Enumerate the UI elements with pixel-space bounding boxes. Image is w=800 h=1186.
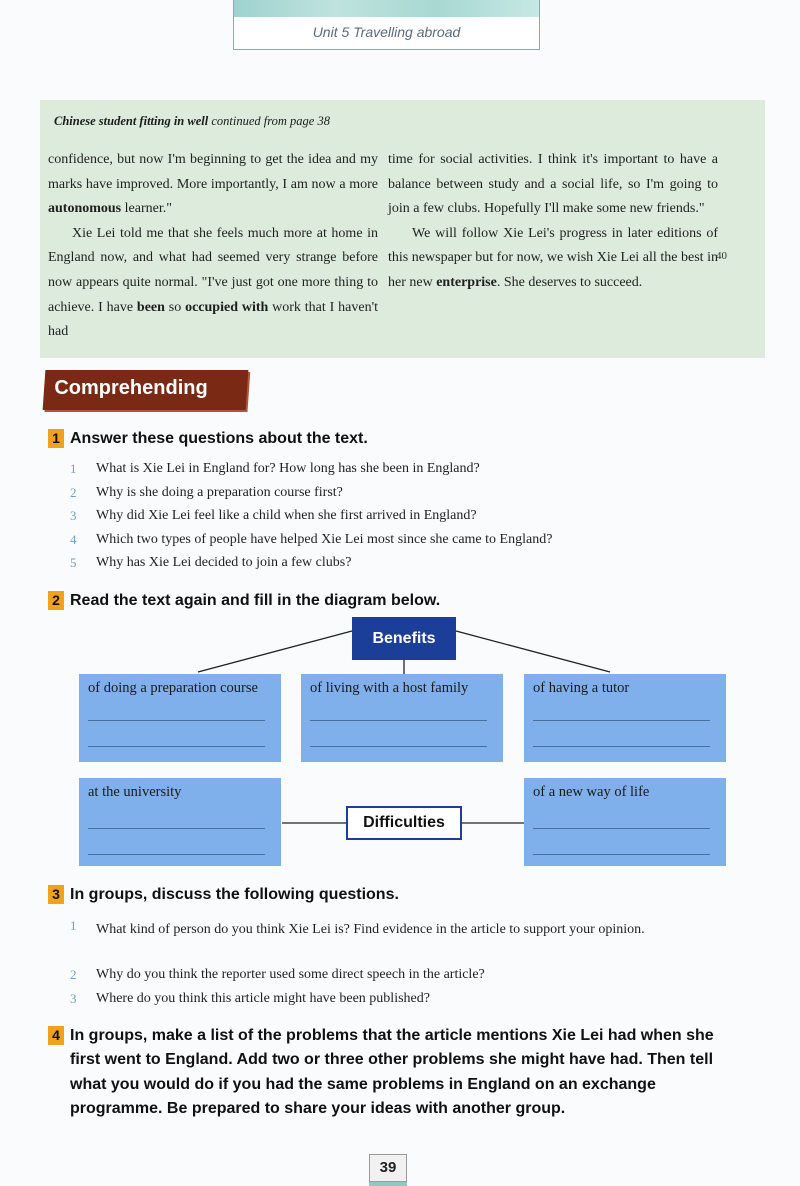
diagram-box-university <box>79 778 281 866</box>
question-item: 2 Why is she doing a preparation course first? <box>70 484 343 500</box>
question-item: 4 Which two types of people have helped Xie Lei most since she came to England? <box>70 531 553 547</box>
article-continuation <box>40 100 765 358</box>
answer-blank[interactable] <box>310 746 487 747</box>
line-number-marker: 40 <box>716 250 727 262</box>
task-number-badge: 3 <box>48 885 64 904</box>
question-item: 1 What is Xie Lei in England for? How long has she been in England? <box>70 461 480 476</box>
diagram-box-label: at the university <box>88 784 182 800</box>
answer-blank[interactable] <box>310 720 487 721</box>
answer-blank[interactable] <box>533 828 710 829</box>
task-number-badge: 4 <box>48 1026 64 1045</box>
article-kicker-note: continued from page 38 <box>208 114 330 128</box>
task-number-badge: 1 <box>48 429 64 448</box>
task-4-text: In groups, make a list of the problems that the article mentions Xie Lei had when she first went to England. Add two or three other problems she might have had. Then tell what you would do if you had the same problems in England on an exchange programme. Be prepared to share your ideas with another group. <box>70 1027 714 1117</box>
article-paragraph: Xie Lei told me that she feels much more at home in England now, and what had seemed very strange before now appears quite normal. "I've just got one more thing to achieve. I have been so occupied with work that I haven't had <box>48 225 378 340</box>
benefits-node: Benefits <box>352 617 456 660</box>
vocab-been: been <box>136 299 165 315</box>
diagram-box-label: of a new way of life <box>533 784 650 800</box>
article-column-right <box>388 148 718 296</box>
page-number: 39 <box>369 1154 407 1182</box>
task-3-questions <box>70 918 734 1014</box>
diagram-box-label: of doing a preparation course <box>88 680 258 696</box>
unit-title: Unit 5 Travelling abroad <box>312 24 461 40</box>
task-4 <box>48 1024 738 1121</box>
question-item: 2 Why do you think the reporter used some direct speech in the article? <box>70 967 485 982</box>
article-column-left <box>48 148 378 345</box>
answer-blank[interactable] <box>88 828 265 829</box>
task-3-heading <box>48 885 399 904</box>
question-item: 5 Why has Xie Lei decided to join a few clubs? <box>70 555 352 570</box>
question-item: 3 Why did Xie Lei feel like a child when she first arrived in England? <box>70 508 477 523</box>
section-title: Comprehending <box>54 377 208 399</box>
diagram-box-new-life <box>524 778 726 866</box>
answer-blank[interactable] <box>88 746 265 747</box>
task-2-heading <box>48 591 440 610</box>
task-2-title: Read the text again and fill in the diagram below. <box>70 592 441 609</box>
question-item: 1 What kind of person do you think Xie Lei is? Find evidence in the article to support your opinion. <box>70 918 645 937</box>
answer-blank[interactable] <box>533 746 710 747</box>
diagram-box-prep-course <box>79 674 281 762</box>
article-kicker-title: Chinese student fitting in well <box>54 114 209 128</box>
task-number-badge: 2 <box>48 591 64 610</box>
diagram-box-label: of living with a host family <box>310 680 469 696</box>
article-kicker <box>54 114 330 129</box>
answer-blank[interactable] <box>533 720 710 721</box>
answer-blank[interactable] <box>533 854 710 855</box>
vocab-occupied-with: occupied with <box>185 299 269 315</box>
diagram-box-tutor <box>524 674 726 762</box>
question-item: 3 Where do you think this article might have been published? <box>70 990 430 1006</box>
vocab-autonomous: autonomous <box>48 201 122 217</box>
diagram-box-label: of having a tutor <box>533 680 630 696</box>
article-paragraph: confidence, but now I'm beginning to get the idea and my marks have improved. More importantly, I am now a more autonomous learner." <box>48 152 378 217</box>
article-paragraph: We will follow Xie Lei's progress in later editions of this newspaper but for now, we wish Xie Lei all the best in her new enterprise. She deserves to succeed. <box>388 225 718 290</box>
task-1-heading <box>48 429 368 448</box>
unit-header-tab <box>233 0 540 50</box>
vocab-enterprise: enterprise <box>436 274 497 290</box>
answer-blank[interactable] <box>88 854 265 855</box>
task-3-title: In groups, discuss the following questions. <box>70 886 399 903</box>
answer-blank[interactable] <box>88 720 265 721</box>
task-1-questions <box>70 461 750 579</box>
article-paragraph: time for social activities. I think it's important to have a balance between study and a social life, so I'm going to join a few clubs. Hopefully I'll make some new friends." <box>388 152 718 217</box>
section-banner <box>43 370 249 410</box>
difficulties-node: Difficulties <box>346 806 462 840</box>
task-1-title: Answer these questions about the text. <box>70 430 368 447</box>
header-decorative-strip <box>234 0 539 17</box>
diagram-box-host-family <box>301 674 503 762</box>
